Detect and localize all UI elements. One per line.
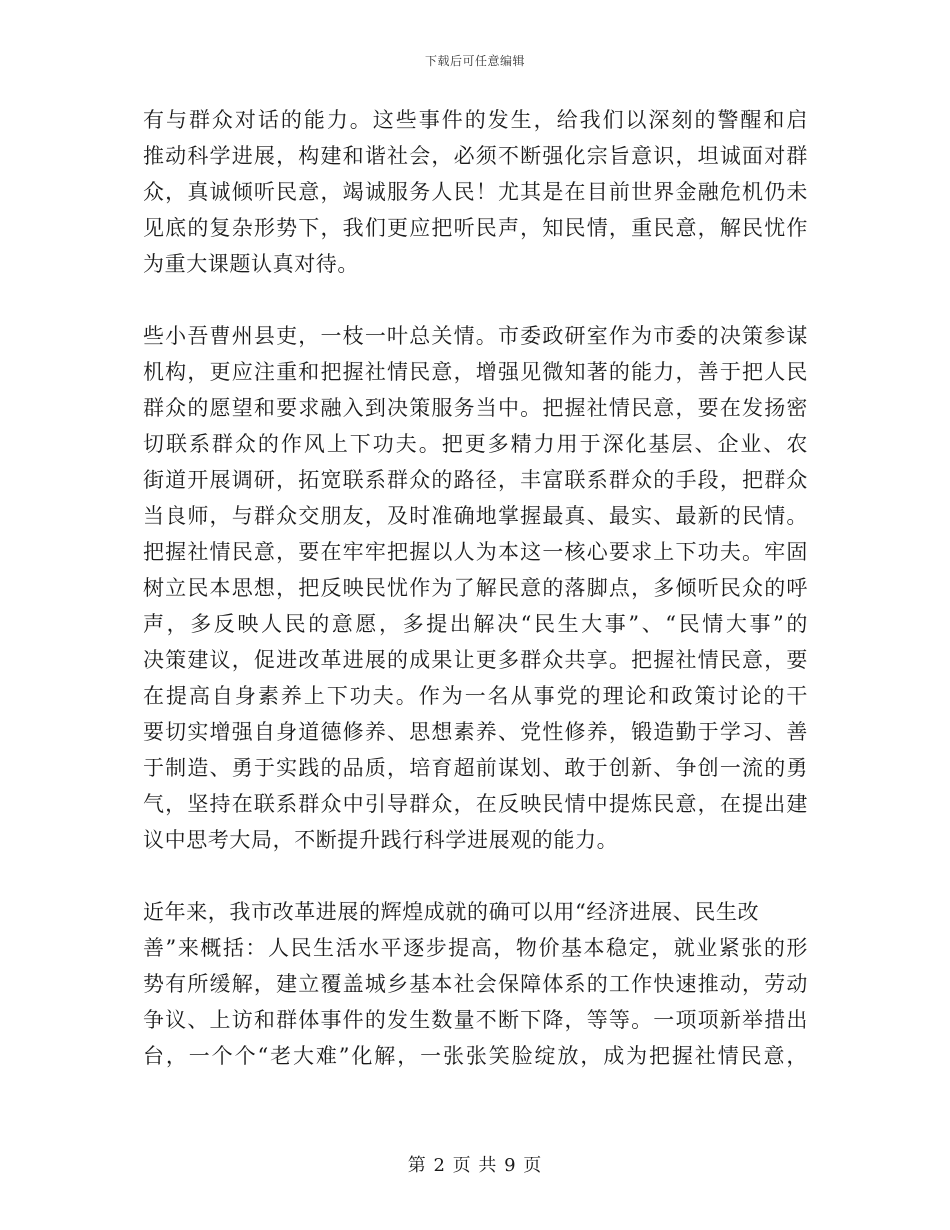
text-line: 决策建议，促进改革进展的成果让更多群众共享。把握社情民意，要 [143,648,808,672]
text-line: 把握社情民意，要在牢牢把握以人为本这一核心要求上下功夫。牢固 [143,540,808,564]
paragraph [143,102,808,282]
text-line: 要切实增强自身道德修养、思想素养、党性修养，锻造勤于学习、善 [143,720,808,744]
text-line: 气，坚持在联系群众中引导群众，在反映民情中提炼民意，在提出建 [143,792,808,816]
text-line: 声，多反映人民的意愿，多提出解决“民生大事”、“民情大事”的 [143,612,808,636]
text-line: 近年来，我市改革进展的辉煌成就的确可以用“经济进展、民生改 [143,900,760,924]
text-line: 台，一个个“老大难”化解，一张张笑脸绽放，成为把握社情民意， [143,1044,808,1068]
paragraph [143,318,808,858]
text-line: 众，真诚倾听民意，竭诚服务人民！尤其是在目前世界金融危机仍未 [143,180,808,204]
page-number: 第 2 页 共 9 页 [407,1155,543,1176]
paragraph-gap [143,858,808,894]
text-line: 推动科学进展，构建和谐社会，必须不断强化宗旨意识，坦诚面对群 [143,144,808,168]
text-line: 势有所缓解，建立覆盖城乡基本社会保障体系的工作快速推动，劳动 [143,972,808,996]
text-line: 切联系群众的作风上下功夫。把更多精力用于深化基层、企业、农 [143,432,808,456]
text-line: 于制造、勇于实践的品质，培育超前谋划、敢于创新、争创一流的勇 [143,756,808,780]
text-line: 善”来概括：人民生活水平逐步提高，物价基本稳定，就业紧张的形 [143,936,808,960]
text-line: 有与群众对话的能力。这些事件的发生，给我们以深刻的警醒和启 [143,108,808,132]
page-header: 下载后可任意编辑 [424,54,525,68]
document-body [143,102,808,1074]
text-line: 争议、上访和群体事件的发生数量不断下降，等等。一项项新举措出 [143,1008,808,1032]
paragraph [143,894,808,1074]
text-line: 机构，更应注重和把握社情民意，增强见微知著的能力，善于把人民 [143,360,808,384]
text-line: 议中思考大局，不断提升践行科学进展观的能力。 [143,828,619,852]
text-line: 当良师，与群众交朋友，及时准确地掌握最真、最实、最新的民情。 [143,504,808,528]
paragraph-gap [143,282,808,318]
text-line: 些小吾曹州县吏，一枝一叶总关情。市委政研室作为市委的决策参谋 [143,324,808,348]
text-line: 为重大课题认真对待。 [143,252,359,276]
text-line: 树立民本思想，把反映民忧作为了解民意的落脚点，多倾听民众的呼 [143,576,808,600]
text-line: 在提高自身素养上下功夫。作为一名从事党的理论和政策讨论的干 [143,684,808,708]
text-line: 见底的复杂形势下，我们更应把听民声，知民情，重民意，解民忧作 [143,216,808,240]
text-line: 街道开展调研，拓宽联系群众的路径，丰富联系群众的手段，把群众 [143,468,808,492]
text-line: 群众的愿望和要求融入到决策服务当中。把握社情民意，要在发扬密 [143,396,808,420]
